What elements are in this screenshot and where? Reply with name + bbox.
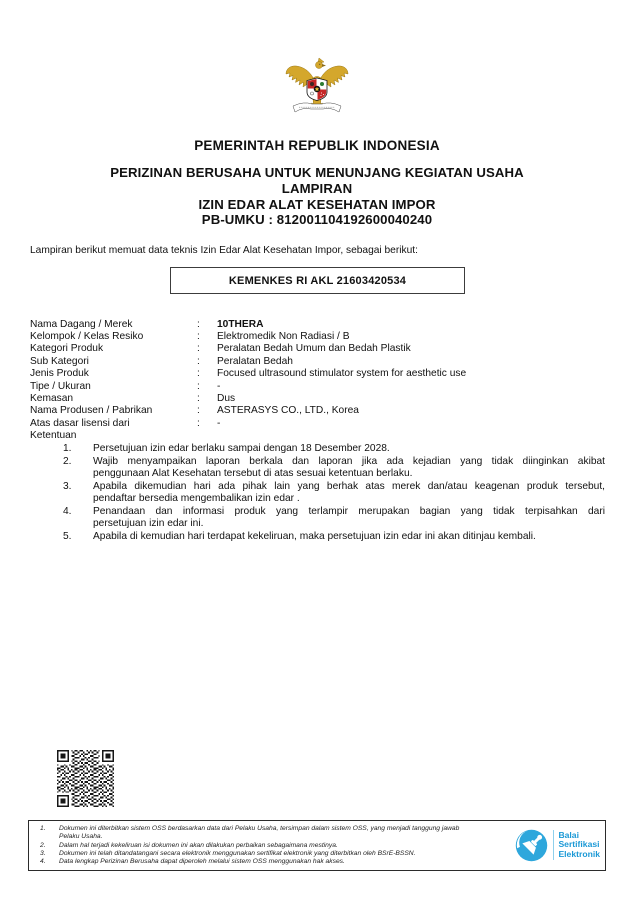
note-line: Dokumen ini telah ditandatangani secara elektronik menggunakan sertifikat elektronik yang diterbitkan oleh BSrE-BSSN. — [59, 849, 416, 857]
title-line-business-licensing: PERIZINAN BERUSAHA UNTUK MENUNJANG KEGIATAN USAHA — [110, 165, 524, 180]
title-line-pb-umku: PB-UMKU : 812001104192600040240 — [201, 212, 433, 228]
ketentuan-item-3 — [63, 481, 605, 506]
bsre-label — [558, 831, 600, 860]
detail-separator: : — [197, 318, 200, 330]
footer-note-4 — [40, 858, 512, 866]
detail-label: Atas dasar lisensi dari — [30, 417, 130, 429]
note-line: Dalam hal terjadi kekeliruan isi dokumen ini akan dilakukan perbaikan sebagaimana mestinya. — [59, 841, 338, 849]
detail-label: Nama Dagang / Merek — [30, 318, 133, 330]
ketentuan-item-2 — [63, 456, 605, 481]
note-line: Pelaku Usaha. — [59, 833, 103, 841]
note-number: 3. — [40, 849, 46, 857]
detail-value: ASTERASYS CO., LTD., Korea — [217, 405, 359, 417]
title-line-izin-edar: IZIN EDAR ALAT KESEHATAN IMPOR — [198, 196, 436, 212]
qr-code — [57, 750, 114, 807]
footer-note-2 — [40, 842, 512, 850]
government-title: PEMERINTAH REPUBLIK INDONESIA — [194, 138, 440, 153]
item-line: Wajib menyampaikan laporan berkala dan laporan jika ada kejadian yang tidak diinginkan akibat — [93, 455, 605, 467]
license-number: KEMENKES RI AKL 21603420534 — [228, 274, 407, 287]
item-line: pendaftar bersedia mengembalikan izin edar . — [93, 493, 300, 505]
bsre-logo-icon — [513, 827, 550, 864]
footer-note-1 — [40, 825, 512, 842]
footer-note-3 — [40, 850, 512, 858]
detail-row-tipe-ukuran — [30, 381, 607, 393]
ketentuan-item-4 — [63, 506, 605, 531]
detail-value: Focused ultrasound stimulator system for aesthetic use — [217, 368, 467, 380]
item-line: Penandaan dan informasi produk yang terlampir merupakan bagian yang tidak terpisahkan dari — [93, 505, 605, 517]
detail-value: 10THERA — [217, 318, 264, 330]
bsre-label-line: Sertifikasi — [558, 839, 600, 850]
footer-notes — [40, 825, 512, 866]
detail-value: Dus — [217, 392, 236, 404]
bsre-certifier-badge — [513, 825, 600, 865]
note-number: 2. — [40, 841, 46, 849]
item-line: Apabila di kemudian hari terdapat kekeliruan, maka persetujuan izin edar ini akan ditinjau kembali. — [93, 530, 536, 542]
detail-value: - — [217, 417, 221, 429]
detail-separator: : — [197, 392, 200, 404]
garuda-pancasila-emblem-icon — [284, 55, 350, 119]
note-line: Data lengkap Perizinan Berusaha dapat diperoleh melalui sistem OSS menggunakan hak akses. — [59, 858, 345, 866]
detail-label: Sub Kategori — [30, 355, 89, 367]
note-number: 4. — [40, 858, 46, 866]
footer-notes-box — [28, 820, 606, 871]
detail-separator: : — [197, 343, 200, 355]
item-number: 3. — [63, 480, 72, 492]
item-number: 1. — [63, 443, 72, 454]
detail-separator: : — [197, 355, 200, 367]
intro-text: Lampiran berikut memuat data teknis Izin Edar Alat Kesehatan Impor, sebagai berikut: — [30, 245, 418, 256]
item-line: penggunaan Alat Kesehatan tersebut di atas sesuai ketentuan berlaku. — [93, 468, 413, 480]
title-line-lampiran: LAMPIRAN — [281, 180, 353, 196]
detail-value: Peralatan Bedah — [217, 355, 293, 367]
detail-row-jenis-produk — [30, 368, 607, 380]
ketentuan-heading: Ketentuan — [30, 430, 77, 442]
item-number: 2. — [63, 455, 72, 467]
detail-value: - — [217, 380, 221, 392]
document-title-block — [0, 165, 634, 228]
detail-label: Jenis Produk — [30, 368, 89, 380]
badge-divider — [553, 830, 555, 860]
license-number-box — [170, 267, 465, 294]
detail-separator: : — [197, 417, 200, 429]
detail-row-lisensi — [30, 418, 607, 430]
detail-label: Nama Produsen / Pabrikan — [30, 405, 153, 417]
technical-details — [30, 319, 607, 443]
detail-value: Elektromedik Non Radiasi / B — [217, 330, 350, 342]
detail-row-produsen — [30, 405, 607, 417]
detail-separator: : — [197, 405, 200, 417]
item-line: Persetujuan izin edar berlaku sampai dengan 18 Desember 2028. — [93, 443, 390, 454]
detail-row-kelompok — [30, 331, 607, 343]
detail-label: Kategori Produk — [30, 343, 104, 355]
detail-row-sub-kategori — [30, 356, 607, 368]
detail-row-nama-dagang — [30, 319, 607, 331]
detail-label: Kelompok / Kelas Resiko — [30, 330, 144, 342]
item-number: 4. — [63, 505, 72, 517]
detail-value: Peralatan Bedah Umum dan Bedah Plastik — [217, 343, 411, 355]
detail-separator: : — [197, 368, 200, 380]
item-line: persetujuan izin edar ini. — [93, 518, 204, 530]
bsre-label-line: Balai — [558, 829, 579, 840]
detail-row-kategori — [30, 343, 607, 355]
item-number: 5. — [63, 530, 72, 542]
ketentuan-item-5 — [63, 531, 605, 544]
detail-row-kemasan — [30, 393, 607, 405]
detail-label: Kemasan — [30, 392, 74, 404]
note-number: 1. — [40, 825, 46, 832]
bsre-label-line: Elektronik — [558, 848, 600, 859]
detail-separator: : — [197, 380, 200, 392]
detail-label: Tipe / Ukuran — [30, 380, 91, 392]
item-line: Apabila dikemudian hari ada pihak lain yang berhak atas merek dan/atau keagenan produk tersebut, — [93, 480, 605, 492]
ketentuan-item-1 — [63, 443, 605, 456]
detail-separator: : — [197, 330, 200, 342]
note-line: Dokumen ini diterbitkan sistem OSS berdasarkan data dari Pelaku Usaha, tersimpan dalam sistem OSS, yang menjadi tanggung jawab — [59, 825, 460, 832]
ketentuan-list — [63, 443, 605, 543]
